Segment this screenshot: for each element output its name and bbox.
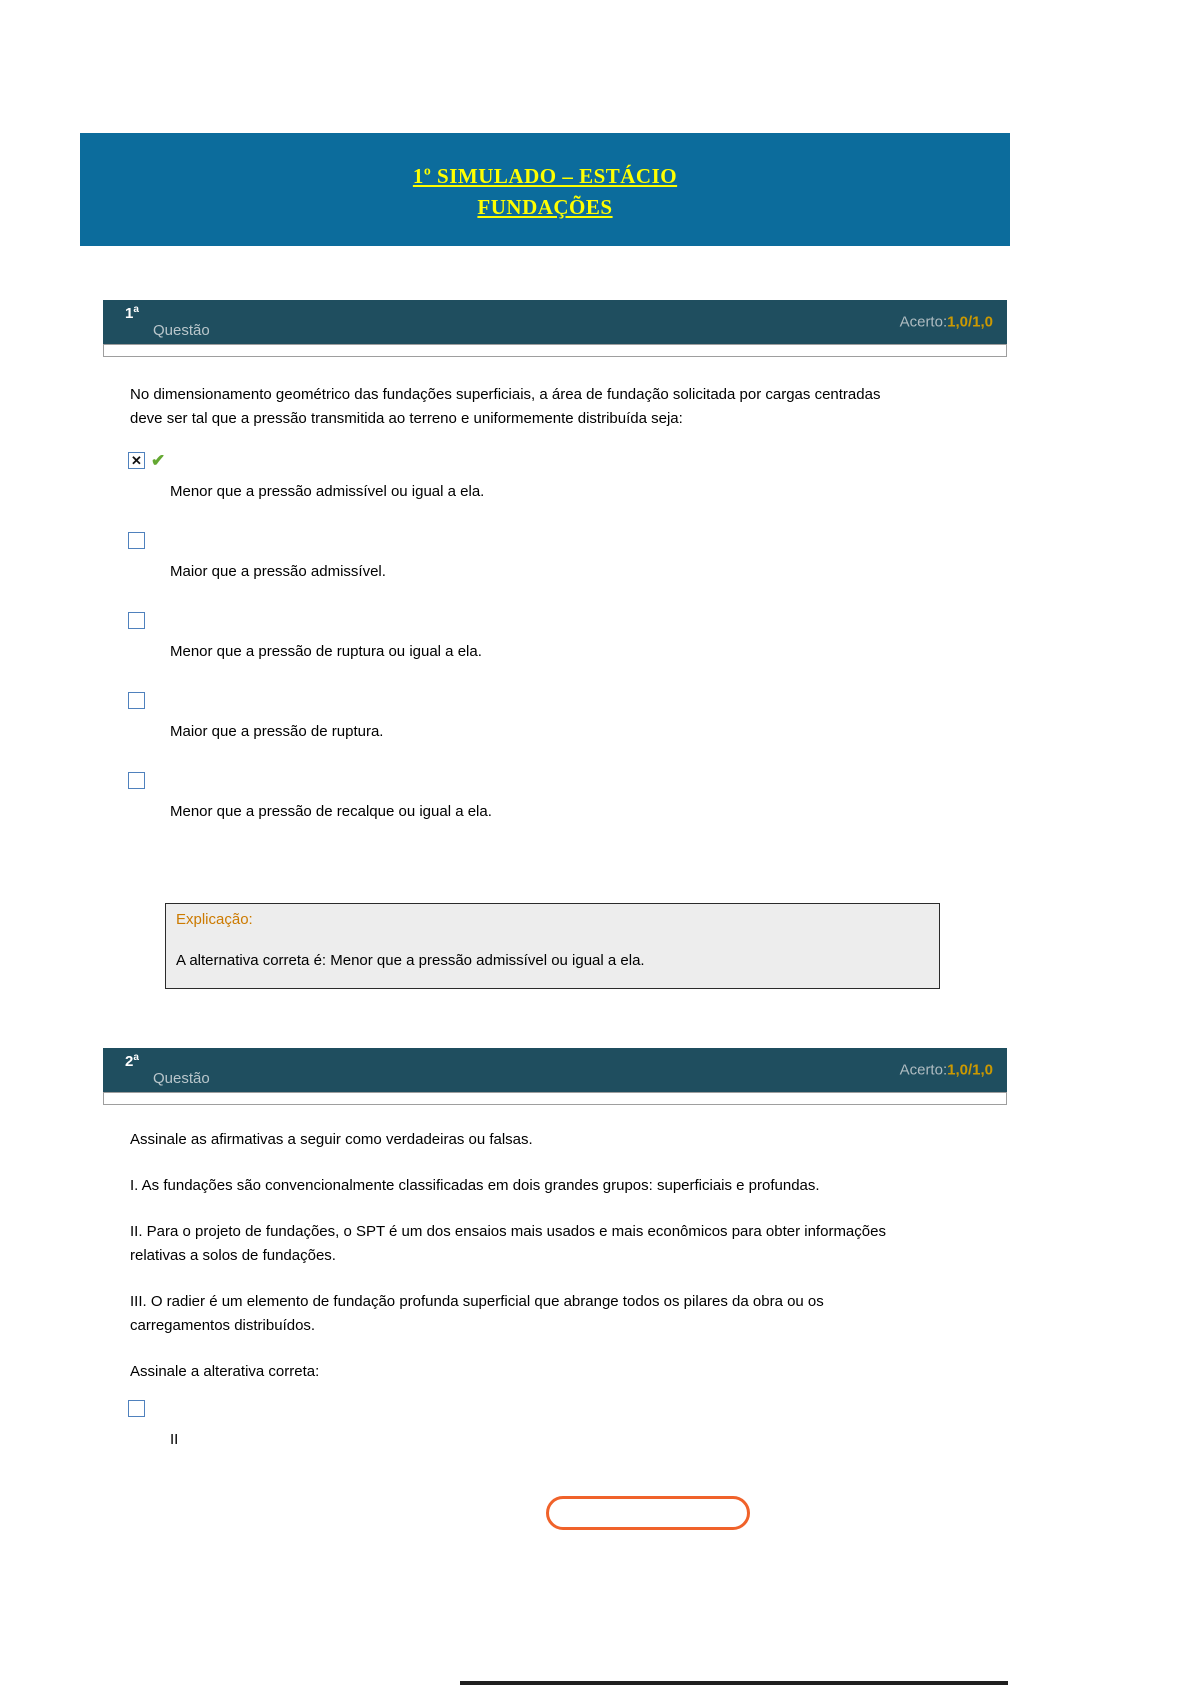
- answer-option: [128, 692, 928, 742]
- question1-header: [103, 300, 1007, 344]
- explanation-box: [165, 903, 940, 989]
- question2-statement: [130, 1128, 910, 1406]
- question2-paragraph: Assinale as afirmativas a seguir como verdadeiras ou falsas.: [130, 1131, 533, 1148]
- score-label: Acerto:: [899, 1061, 948, 1079]
- option-text: Menor que a pressão de ruptura ou igual a ela.: [170, 643, 482, 660]
- highlight-oval: [546, 1496, 750, 1530]
- score-label: Acerto:: [899, 313, 948, 331]
- question1-score: [900, 314, 993, 331]
- question2-paragraph: II. Para o projeto de fundações, o SPT é um dos ensaios mais usados e mais econômicos para obter informações relativas a solos de fundações.: [130, 1223, 886, 1264]
- explanation-label: Explicação:: [176, 911, 253, 928]
- question2-paragraph: III. O radier é um elemento de fundação profunda superficial que abrange todos os pilares da obra ou os carregamentos distribuídos.: [130, 1293, 824, 1334]
- exam-banner: [80, 133, 1010, 246]
- option-text: Maior que a pressão admissível.: [170, 563, 386, 580]
- option-text: II: [170, 1431, 179, 1448]
- question1-text: No dimensionamento geométrico das fundações superficiais, a área de fundação solicitada por cargas centradas deve ser tal que a pressão transmitida ao terreno e uniformemente distribuída seja:: [130, 386, 881, 427]
- answer-option: [128, 612, 928, 662]
- answer-option: [128, 532, 928, 582]
- checkbox-empty-icon[interactable]: [128, 612, 145, 629]
- question1-number: 1$^a$: [125, 304, 139, 322]
- score-value: 1,0/1,0: [947, 313, 993, 331]
- checkbox-checked-icon[interactable]: [128, 452, 145, 469]
- exam-title-line1: 1º SIMULADO – ESTÁCIO: [412, 164, 678, 188]
- question2-label: Questão: [153, 1070, 210, 1087]
- score-value: 1,0/1,0: [947, 1061, 993, 1079]
- exam-title-line2: FUNDAÇÕES: [477, 195, 613, 219]
- checkbox-empty-icon[interactable]: [128, 692, 145, 709]
- option-text: Menor que a pressão de recalque ou igual a ela.: [170, 803, 492, 820]
- explanation-text: A alternativa correta é: Menor que a pressão admissível ou igual a ela.: [176, 952, 645, 969]
- checkbox-empty-icon[interactable]: [128, 1400, 145, 1417]
- question2-header: [103, 1048, 1007, 1092]
- question2-score: [900, 1062, 993, 1079]
- question1-header-strip: [103, 344, 1007, 357]
- answer-option: [128, 452, 928, 502]
- question1-options: [128, 452, 928, 852]
- option-text: Menor que a pressão admissível ou igual a ela.: [170, 483, 485, 500]
- question1-label: Questão: [153, 322, 210, 339]
- option-text: Maior que a pressão de ruptura.: [170, 723, 384, 740]
- footer-bar: [460, 1681, 1008, 1685]
- question2-paragraph: I. As fundações são convencionalmente classificadas em dois grandes grupos: superficiais e profundas.: [130, 1177, 820, 1194]
- checkbox-empty-icon[interactable]: [128, 532, 145, 549]
- question2-number: 2$^a$: [125, 1052, 139, 1070]
- answer-option: [128, 1400, 928, 1450]
- question2-header-strip: [103, 1092, 1007, 1105]
- question1-statement: [130, 383, 910, 453]
- question2-options: [128, 1400, 928, 1480]
- question2-paragraph: Assinale a alterativa correta:: [130, 1363, 320, 1380]
- checkbox-empty-icon[interactable]: [128, 772, 145, 789]
- correct-answer-check-icon: [151, 452, 165, 469]
- answer-option: [128, 772, 928, 822]
